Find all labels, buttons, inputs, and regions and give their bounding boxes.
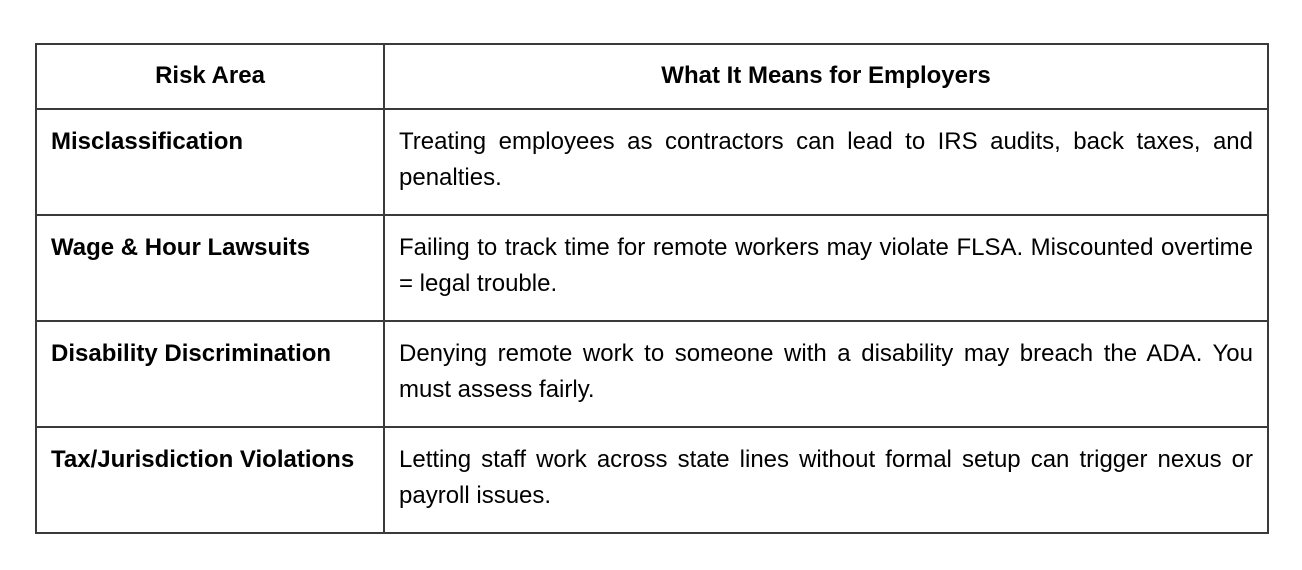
risk-table (35, 43, 1269, 534)
header-row (36, 44, 1268, 109)
table-body (36, 109, 1268, 533)
header-what-it-means: What It Means for Employers (384, 44, 1268, 109)
risk-area-cell: Wage & Hour Lawsuits (36, 215, 384, 321)
risk-meaning-cell: Treating employees as contractors can lead to IRS audits, back taxes, and penalties. (384, 109, 1268, 215)
table-row (36, 109, 1268, 215)
risk-meaning-cell: Letting staff work across state lines without formal setup can trigger nexus or payroll issues. (384, 427, 1268, 533)
table-row (36, 215, 1268, 321)
table-row (36, 427, 1268, 533)
risk-meaning-cell: Failing to track time for remote workers may violate FLSA. Miscounted overtime = legal trouble. (384, 215, 1268, 321)
risk-meaning-cell: Denying remote work to someone with a disability may breach the ADA. You must assess fairly. (384, 321, 1268, 427)
risk-area-cell: Misclassification (36, 109, 384, 215)
risk-area-cell: Disability Discrimination (36, 321, 384, 427)
header-risk-area: Risk Area (36, 44, 384, 109)
table-header (36, 44, 1268, 109)
table-row (36, 321, 1268, 427)
risk-area-cell: Tax/Jurisdiction Violations (36, 427, 384, 533)
